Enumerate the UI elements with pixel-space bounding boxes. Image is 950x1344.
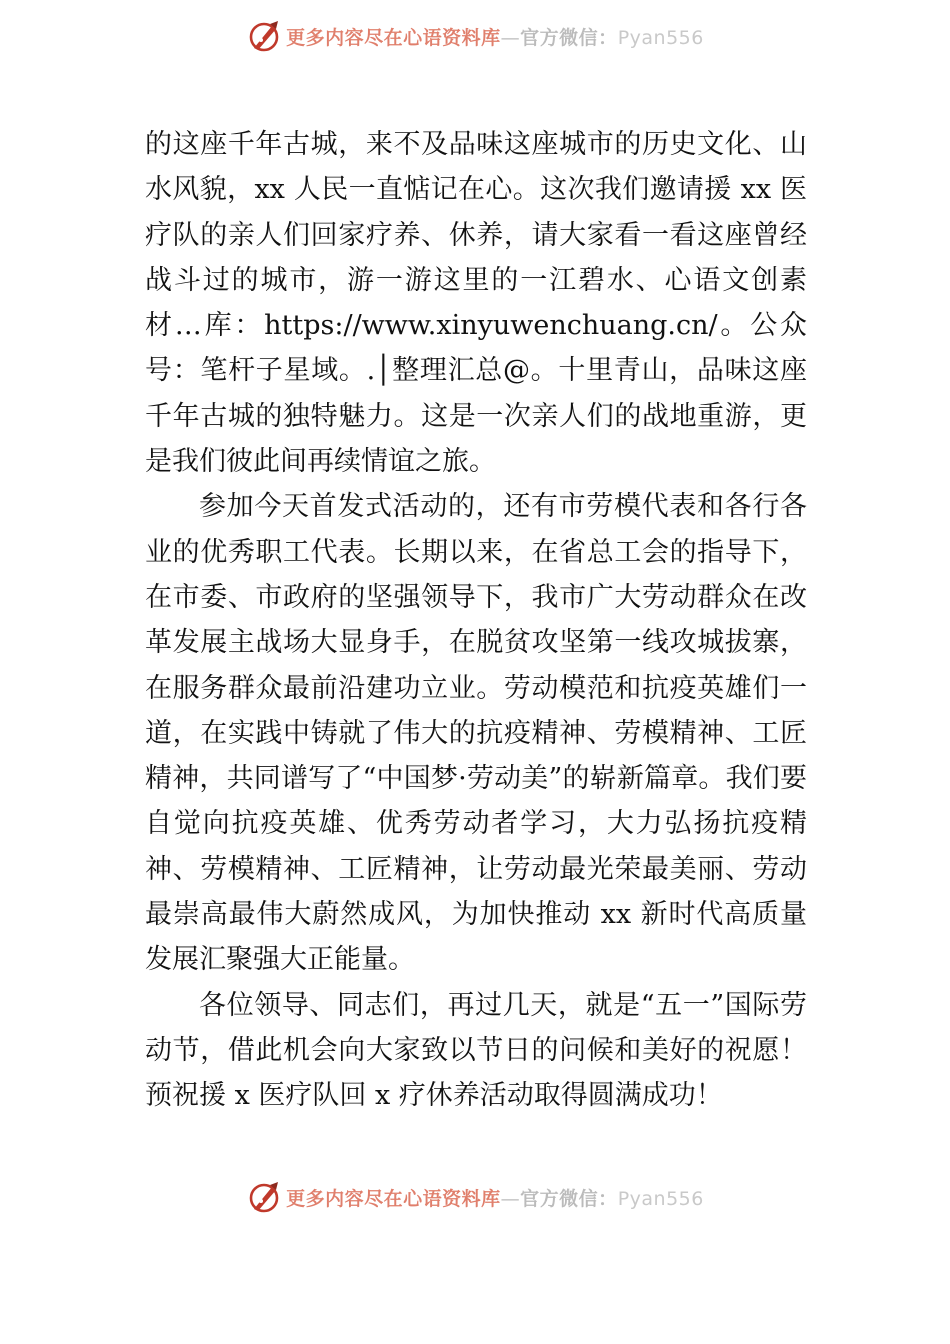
- paragraph-2: 参加今天首发式活动的，还有市劳模代表和各行各业的优秀职工代表。长期以来，在省总工会的指导下，在市委、市政府的坚强领导下，我市广大劳动群众在改革发展主战场大显身手，在脱贫攻坚第一线攻城拔寨，在服务群众最前沿建功立业。劳动模范和抗疫英雄们一道，在实践中铸就了伟大的抗疫精神、劳模精神、工匠精神，共同谱写了“中国梦·劳动美”的崭新篇章。我们要自觉向抗疫英雄、优秀劳动者学习，大力弘扬抗疫精神、劳模精神、工匠精神，让劳动最光荣最美丽、劳动最崇高最伟大蔚然成风，为加快推动 xx 新时代高质量发展汇聚强大正能量。: [145, 491, 807, 976]
- header-banner-wechat-label: 官方微信：: [520, 26, 618, 49]
- footer-banner-title: 更多内容尽在心语资料库: [286, 1187, 501, 1210]
- pen-logo-icon: [246, 18, 282, 54]
- document-body: [145, 122, 807, 1119]
- paragraph-1: 的这座千年古城，来不及品味这座城市的历史文化、山水风貌，xx 人民一直惦记在心。这次我们邀请援 xx 医疗队的亲人们回家疗养、休养，请大家看一看这座曾经战斗过的城市，游一游这里的一江碧水、心语文创素材…库：https://www.xinyuwenchuang.cn/。公众号：笔杆子星域。.│整理汇总@。十里青山，品味这座千年古城的独特魅力。这是一次亲人们的战地重游，更是我们彼此间再续情谊之旅。: [145, 129, 807, 478]
- header-banner: [0, 14, 950, 58]
- footer-banner: [0, 1175, 950, 1219]
- footer-banner-separator: —: [500, 1187, 521, 1210]
- header-banner-text: [286, 23, 704, 50]
- header-banner-separator: —: [500, 26, 521, 49]
- header-banner-title: 更多内容尽在心语资料库: [286, 26, 501, 49]
- header-banner-wechat-id: Pyan556: [617, 26, 704, 49]
- pen-logo-icon: [246, 1179, 282, 1215]
- footer-banner-wechat-label: 官方微信：: [520, 1187, 618, 1210]
- footer-banner-wechat-id: Pyan556: [617, 1187, 704, 1210]
- paragraph-3: 各位领导、同志们，再过几天，就是“五一”国际劳动节，借此机会向大家致以节日的问候和美好的祝愿！预祝援 x 医疗队回 x 疗休养活动取得圆满成功！: [145, 989, 807, 1112]
- footer-banner-text: [286, 1184, 704, 1211]
